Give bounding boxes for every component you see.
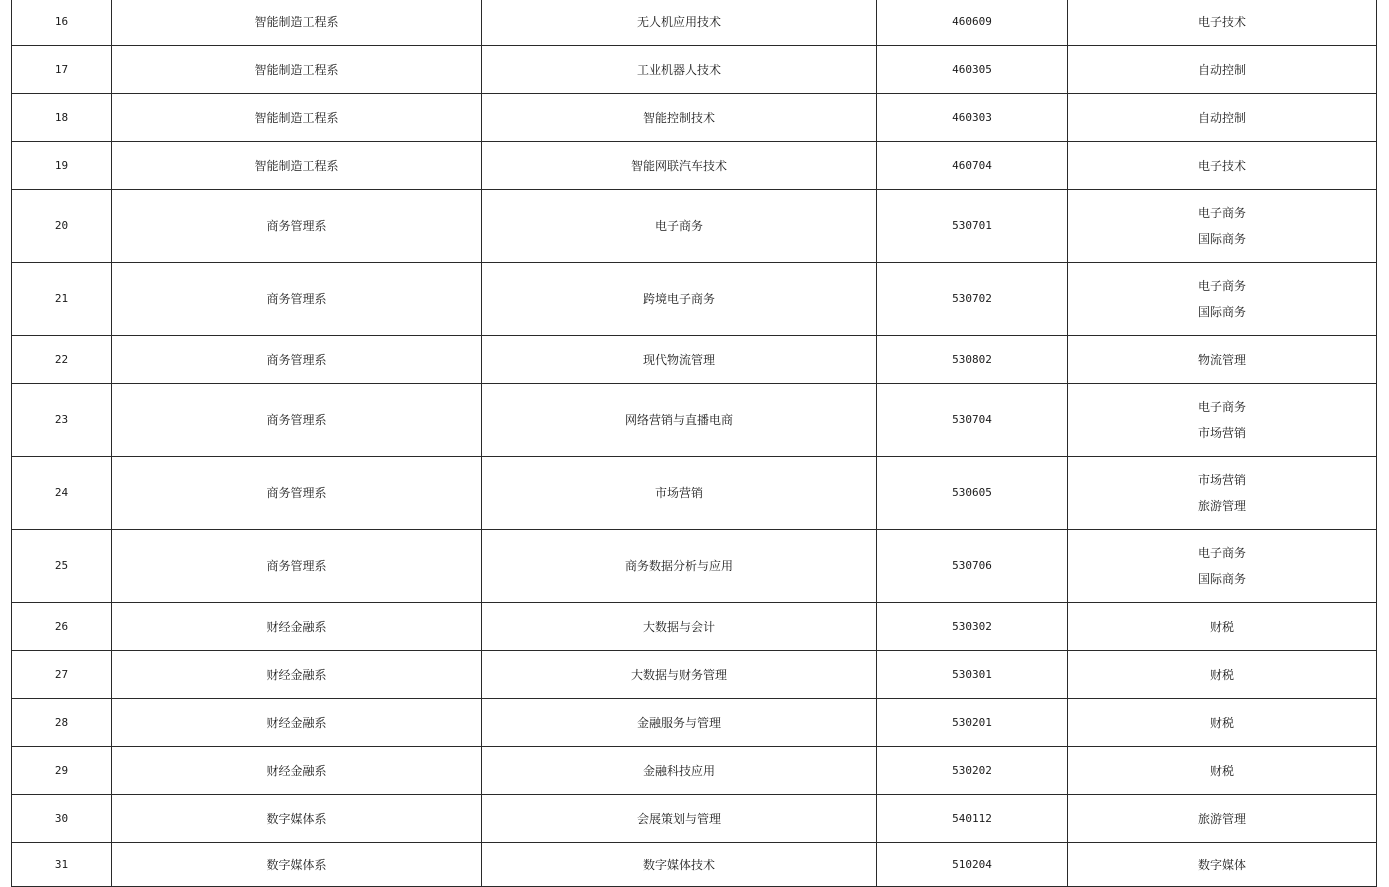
- category-cell: [1068, 747, 1377, 795]
- major-cell: 电子商务: [482, 190, 877, 263]
- category-label: 财税: [1209, 763, 1234, 778]
- department-cell: 商务管理系: [112, 263, 482, 336]
- row-number-cell: 31: [12, 843, 112, 887]
- category-label: 旅游管理: [1197, 811, 1246, 826]
- major-cell: 金融服务与管理: [482, 699, 877, 747]
- table-row: [12, 190, 1377, 263]
- table-row: [12, 0, 1377, 46]
- table-row: [12, 94, 1377, 142]
- row-number-cell: 17: [12, 46, 112, 94]
- department-cell: 智能制造工程系: [112, 46, 482, 94]
- row-number-cell: 24: [12, 457, 112, 530]
- department-cell: 财经金融系: [112, 603, 482, 651]
- category-label: 国际商务: [1197, 572, 1246, 586]
- major-code-cell: 530201: [877, 699, 1068, 747]
- category-label: 自动控制: [1197, 110, 1246, 125]
- category-label: 市场营销: [1197, 426, 1246, 440]
- major-code-cell: 530706: [877, 530, 1068, 603]
- department-cell: 财经金融系: [112, 699, 482, 747]
- category-label: 国际商务: [1197, 232, 1246, 246]
- major-code-cell: 460303: [877, 94, 1068, 142]
- category-cell: [1068, 603, 1377, 651]
- table-row: [12, 46, 1377, 94]
- majors-table: [11, 0, 1377, 887]
- category-label: 自动控制: [1197, 62, 1246, 77]
- major-code-cell: 530701: [877, 190, 1068, 263]
- department-cell: 商务管理系: [112, 457, 482, 530]
- major-code-cell: 530202: [877, 747, 1068, 795]
- table-body: [12, 0, 1377, 887]
- category-label: 物流管理: [1197, 352, 1246, 367]
- category-label: 电子商务: [1197, 546, 1246, 560]
- major-cell: 跨境电子商务: [482, 263, 877, 336]
- category-cell: [1068, 94, 1377, 142]
- category-cell: [1068, 384, 1377, 457]
- major-cell: 智能网联汽车技术: [482, 142, 877, 190]
- category-cell: [1068, 190, 1377, 263]
- major-cell: 金融科技应用: [482, 747, 877, 795]
- row-number-cell: 16: [12, 0, 112, 46]
- table-row: [12, 457, 1377, 530]
- row-number-cell: 25: [12, 530, 112, 603]
- major-cell: 工业机器人技术: [482, 46, 877, 94]
- department-cell: 商务管理系: [112, 336, 482, 384]
- major-cell: 无人机应用技术: [482, 0, 877, 46]
- table-row: [12, 795, 1377, 843]
- category-label: 电子商务: [1197, 400, 1246, 414]
- category-label: 电子技术: [1197, 14, 1246, 29]
- department-cell: 商务管理系: [112, 530, 482, 603]
- major-cell: 会展策划与管理: [482, 795, 877, 843]
- category-label: 财税: [1209, 619, 1234, 634]
- major-code-cell: 530301: [877, 651, 1068, 699]
- department-cell: 财经金融系: [112, 651, 482, 699]
- table-row: [12, 747, 1377, 795]
- row-number-cell: 23: [12, 384, 112, 457]
- department-cell: 智能制造工程系: [112, 142, 482, 190]
- category-cell: [1068, 263, 1377, 336]
- major-code-cell: 530702: [877, 263, 1068, 336]
- table-row: [12, 651, 1377, 699]
- department-cell: 数字媒体系: [112, 843, 482, 887]
- category-cell: [1068, 699, 1377, 747]
- category-cell: [1068, 843, 1377, 887]
- category-label: 电子技术: [1197, 158, 1246, 173]
- category-cell: [1068, 530, 1377, 603]
- table-row: [12, 530, 1377, 603]
- category-cell: [1068, 0, 1377, 46]
- category-cell: [1068, 795, 1377, 843]
- category-cell: [1068, 651, 1377, 699]
- row-number-cell: 22: [12, 336, 112, 384]
- major-cell: 市场营销: [482, 457, 877, 530]
- category-label: 市场营销: [1197, 473, 1246, 487]
- major-code-cell: 540112: [877, 795, 1068, 843]
- major-cell: 现代物流管理: [482, 336, 877, 384]
- major-code-cell: 530302: [877, 603, 1068, 651]
- row-number-cell: 30: [12, 795, 112, 843]
- category-cell: [1068, 46, 1377, 94]
- department-cell: 财经金融系: [112, 747, 482, 795]
- row-number-cell: 28: [12, 699, 112, 747]
- department-cell: 智能制造工程系: [112, 94, 482, 142]
- table-row: [12, 603, 1377, 651]
- category-cell: [1068, 457, 1377, 530]
- major-code-cell: 510204: [877, 843, 1068, 887]
- major-code-cell: 530802: [877, 336, 1068, 384]
- table-row: [12, 843, 1377, 887]
- category-label: 财税: [1209, 667, 1234, 682]
- major-code-cell: 460704: [877, 142, 1068, 190]
- category-label: 旅游管理: [1197, 499, 1246, 513]
- major-cell: 商务数据分析与应用: [482, 530, 877, 603]
- category-label: 数字媒体: [1197, 857, 1246, 872]
- row-number-cell: 20: [12, 190, 112, 263]
- table-row: [12, 699, 1377, 747]
- major-cell: 网络营销与直播电商: [482, 384, 877, 457]
- row-number-cell: 29: [12, 747, 112, 795]
- major-code-cell: 530605: [877, 457, 1068, 530]
- row-number-cell: 27: [12, 651, 112, 699]
- table-row: [12, 384, 1377, 457]
- major-cell: 大数据与会计: [482, 603, 877, 651]
- major-code-cell: 530704: [877, 384, 1068, 457]
- category-label: 电子商务: [1197, 206, 1246, 220]
- department-cell: 智能制造工程系: [112, 0, 482, 46]
- table-row: [12, 142, 1377, 190]
- major-cell: 智能控制技术: [482, 94, 877, 142]
- major-code-cell: 460609: [877, 0, 1068, 46]
- department-cell: 数字媒体系: [112, 795, 482, 843]
- category-label: 财税: [1209, 715, 1234, 730]
- department-cell: 商务管理系: [112, 384, 482, 457]
- major-cell: 数字媒体技术: [482, 843, 877, 887]
- category-cell: [1068, 336, 1377, 384]
- row-number-cell: 26: [12, 603, 112, 651]
- row-number-cell: 18: [12, 94, 112, 142]
- row-number-cell: 19: [12, 142, 112, 190]
- table-row: [12, 336, 1377, 384]
- category-label: 国际商务: [1197, 305, 1246, 319]
- category-label: 电子商务: [1197, 279, 1246, 293]
- major-cell: 大数据与财务管理: [482, 651, 877, 699]
- department-cell: 商务管理系: [112, 190, 482, 263]
- table-row: [12, 263, 1377, 336]
- row-number-cell: 21: [12, 263, 112, 336]
- category-cell: [1068, 142, 1377, 190]
- major-code-cell: 460305: [877, 46, 1068, 94]
